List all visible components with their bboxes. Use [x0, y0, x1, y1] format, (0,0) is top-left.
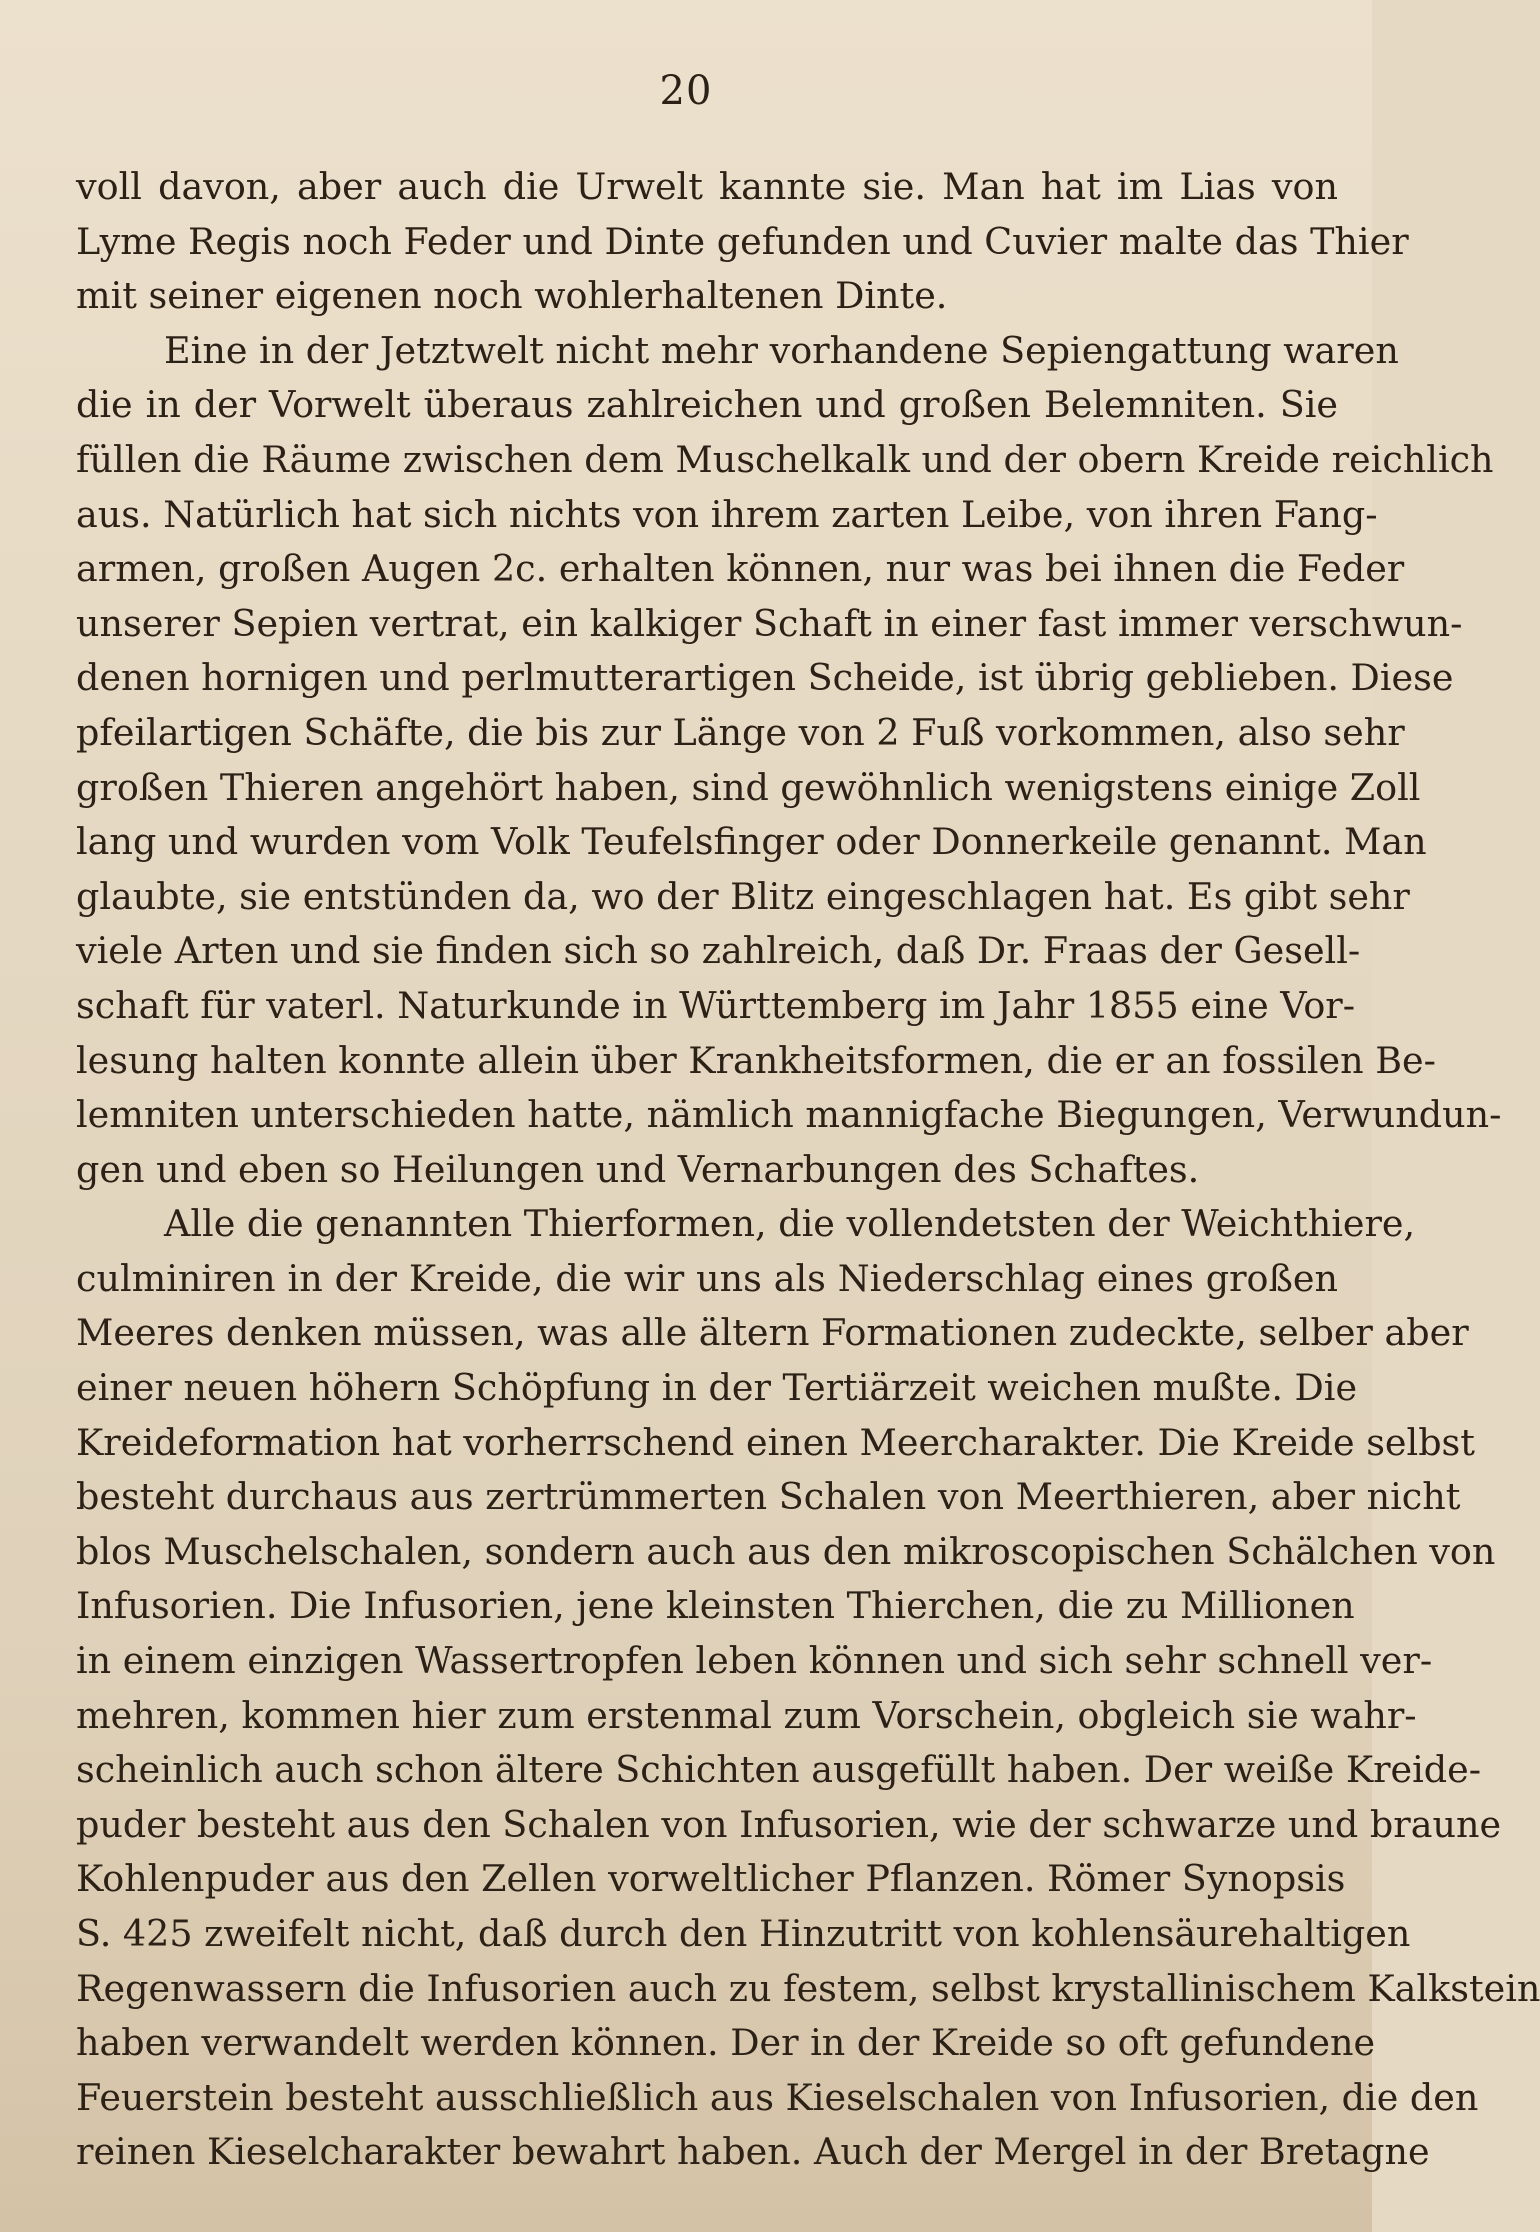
text-line: großen Thieren angehört haben, sind gewöhnlich wenigstens einige Zoll	[76, 765, 1421, 809]
text-line: viele Arten und sie finden sich so zahlreich, daß Dr. Fraas der Gesell-	[76, 929, 1361, 973]
text-line: puder besteht aus den Schalen von Infusorien, wie der schwarze und braune	[76, 1802, 1502, 1846]
text-line: armen, großen Augen 2c. erhalten können, nur was bei ihnen die Feder	[76, 547, 1405, 591]
text-line: unserer Sepien vertrat, ein kalkiger Schaft in einer fast immer verschwun-	[76, 601, 1463, 645]
text-line: in einem einzigen Wassertropfen leben können und sich sehr schnell ver-	[76, 1639, 1433, 1683]
text-line: mit seiner eigenen noch wohlerhaltenen Dinte.	[76, 274, 948, 318]
text-line: füllen die Räume zwischen dem Muschelkalk und der obern Kreide reichlich	[76, 437, 1494, 481]
text-line: aus. Natürlich hat sich nichts von ihrem zarten Leibe, von ihren Fang-	[76, 492, 1378, 536]
text-line: reinen Kieselcharakter bewahrt haben. Auch der Mergel in der Bretagne	[76, 2130, 1430, 2174]
text-line: besteht durchaus aus zertrümmerten Schalen von Meerthieren, aber nicht	[76, 1475, 1461, 1519]
text-line: schaft für vaterl. Naturkunde in Württemberg im Jahr 1855 eine Vor-	[76, 983, 1356, 1027]
text-line: mehren, kommen hier zum erstenmal zum Vorschein, obgleich sie wahr-	[76, 1693, 1417, 1737]
text-line: haben verwandelt werden können. Der in der Kreide so oft gefundene	[76, 2021, 1376, 2065]
text-line: blos Muschelschalen, sondern auch aus den mikroscopischen Schälchen von	[76, 1529, 1496, 1573]
body-text	[76, 160, 1540, 2180]
text-line: pfeilartigen Schäfte, die bis zur Länge von 2 Fuß vorkommen, also sehr	[76, 710, 1405, 754]
text-line: lemniten unterschieden hatte, nämlich mannigfache Biegungen, Verwundun-	[76, 1093, 1502, 1137]
text-line: S. 425 zweifelt nicht, daß durch den Hinzutritt von kohlensäurehaltigen	[76, 1912, 1411, 1955]
text-line: Eine in der Jetztwelt nicht mehr vorhandene Sepiengattung waren	[164, 328, 1399, 372]
text-line: Feuerstein besteht ausschließlich aus Kieselschalen von Infusorien, die den	[76, 2075, 1479, 2119]
text-line: culminiren in der Kreide, die wir uns als Niederschlag eines großen	[76, 1256, 1338, 1300]
text-line: Alle die genannten Thierformen, die vollendetsten der Weichthiere,	[164, 1202, 1416, 1246]
text-line: scheinlich auch schon ältere Schichten ausgefüllt haben. Der weiße Kreide-	[76, 1748, 1482, 1792]
page-number: 20	[659, 68, 713, 114]
text-line: einer neuen höhern Schöpfung in der Tertiärzeit weichen mußte. Die	[76, 1366, 1358, 1410]
text-line: Regenwassern die Infusorien auch zu festem, selbst krystallinischem Kalkstein	[76, 1966, 1540, 2010]
text-line: Infusorien. Die Infusorien, jene kleinsten Thierchen, die zu Millionen	[76, 1584, 1355, 1628]
text-line: voll davon, aber auch die Urwelt kannte sie. Man hat im Lias von	[76, 165, 1338, 208]
text-line: Kreideformation hat vorherrschend einen Meercharakter. Die Kreide selbst	[76, 1420, 1475, 1464]
text-line: Kohlenpuder aus den Zellen vorweltlicher Pflanzen. Römer Synopsis	[76, 1857, 1346, 1901]
text-line: Meeres denken müssen, was alle ältern Formationen zudeckte, selber aber	[76, 1311, 1469, 1355]
text-line: denen hornigen und perlmutterartigen Scheide, ist übrig geblieben. Diese	[76, 656, 1454, 700]
text-line: lang und wurden vom Volk Teufelsfinger oder Donnerkeile genannt. Man	[76, 820, 1427, 864]
text-line: glaubte, sie entstünden da, wo der Blitz eingeschlagen hat. Es gibt sehr	[76, 874, 1410, 918]
text-line: die in der Vorwelt überaus zahlreichen und großen Belemniten. Sie	[76, 383, 1338, 427]
text-line: gen und eben so Heilungen und Vernarbungen des Schaftes.	[76, 1147, 1200, 1191]
text-line: lesung halten konnte allein über Krankheitsformen, die er an fossilen Be-	[76, 1038, 1436, 1082]
text-line: Lyme Regis noch Feder und Dinte gefunden und Cuvier malte das Thier	[76, 219, 1409, 263]
